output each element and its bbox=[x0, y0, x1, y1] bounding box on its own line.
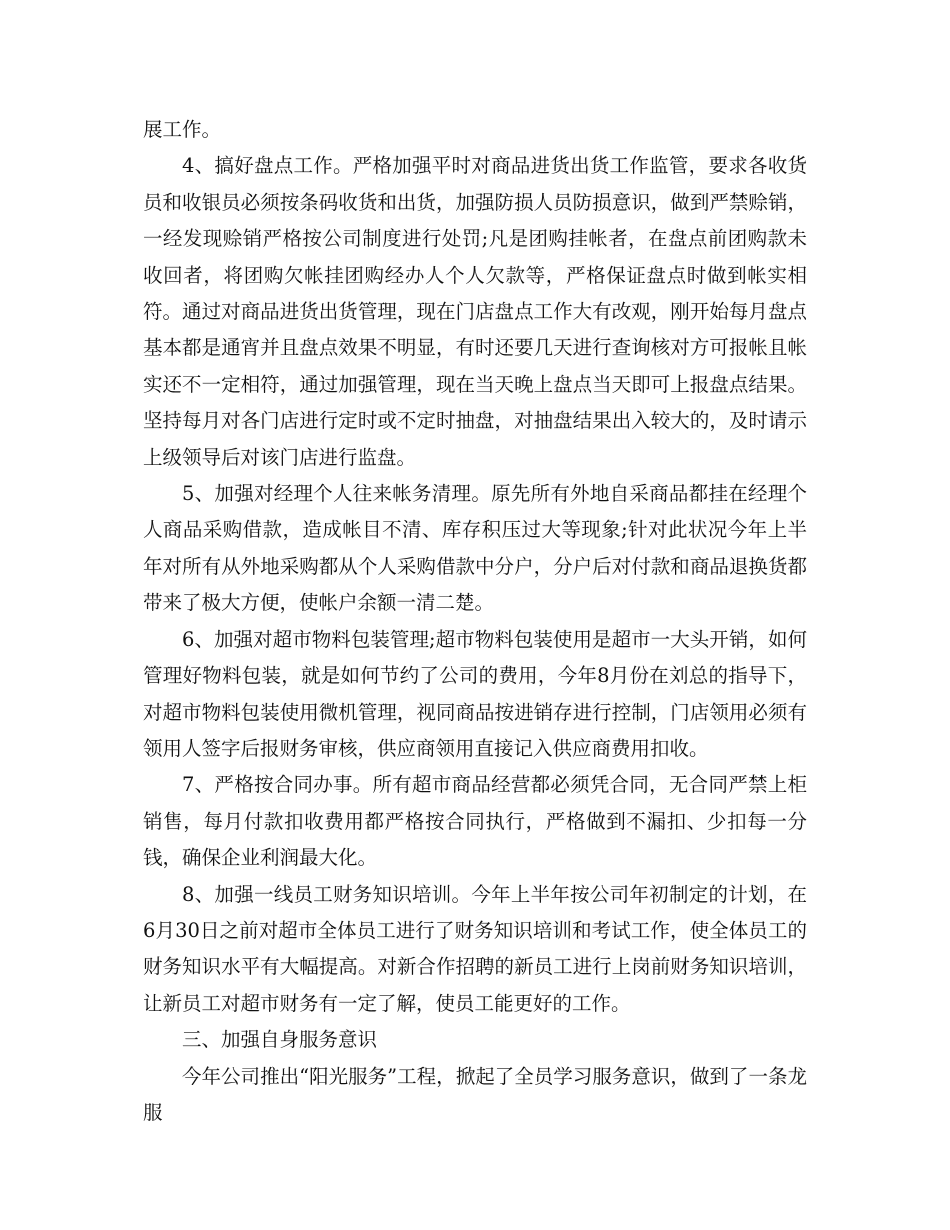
paragraph-contract-compliance: 7、严格按合同办事。所有超市商品经营都必须凭合同，无合同严禁上柜销售，每月付款扣收费用都严格按合同执行，严格做到不漏扣、少扣每一分钱，确保企业利润最大化。 bbox=[143, 773, 807, 870]
paragraph-packaging-management: 6、加强对超市物料包装管理;超市物料包装使用是超市一大头开销，如何管理好物料包装，就是如何节约了公司的费用，今年8月份在刘总的指导下，对超市物料包装使用微机管理，视同商品按进销存进行控制，门店领用必须有领用人签字后报财务审核，供应商领用直接记入供应商费用扣收。 bbox=[143, 627, 807, 760]
paragraph-sunshine-service: 今年公司推出“阳光服务”工程，掀起了全员学习服务意识，做到了一条龙服 bbox=[143, 1064, 807, 1124]
document-body bbox=[143, 112, 807, 1131]
paragraph-manager-accounts: 5、加强对经理个人往来帐务清理。原先所有外地自采商品都挂在经理个人商品采购借款，造成帐目不清、库存积压过大等现象;针对此状况今年上半年对所有从外地采购都从个人采购借款中分户，分户后对付款和商品退换货都带来了极大方便，使帐户余额一清二楚。 bbox=[143, 482, 807, 615]
paragraph-inventory-count: 4、搞好盘点工作。严格加强平时对商品进货出货工作监管，要求各收货员和收银员必须按条码收货和出货，加强防损人员防损意识，做到严禁赊销，一经发现赊销严格按公司制度进行处罚;凡是团购挂帐者，在盘点前团购款未收回者，将团购欠帐挂团购经办人个人欠款等，严格保证盘点时做到帐实相符。通过对商品进货出货管理，现在门店盘点工作大有改观，刚开始每月盘点基本都是通宵并且盘点效果不明显，有时还要几天进行查询核对方可报帐且帐实还不一定相符，通过加强管理，现在当天晚上盘点当天即可上报盘点结果。坚持每月对各门店进行定时或不定时抽盘，对抽盘结果出入较大的，及时请示上级领导后对该门店进行监盘。 bbox=[143, 154, 807, 469]
section-heading-service: 三、加强自身服务意识 bbox=[182, 1028, 378, 1052]
paragraph-continuation: 展工作。 bbox=[143, 118, 222, 141]
paragraph-staff-training: 8、加强一线员工财务知识培训。今年上半年按公司年初制定的计划，在6月30日之前对超市全体员工进行了财务知识培训和考试工作，使全体员工的财务知识水平有大幅提高。对新合作招聘的新员工进行上岗前财务知识培训，让新员工对超市财务有一定了解，使员工能更好的工作。 bbox=[143, 882, 807, 1015]
